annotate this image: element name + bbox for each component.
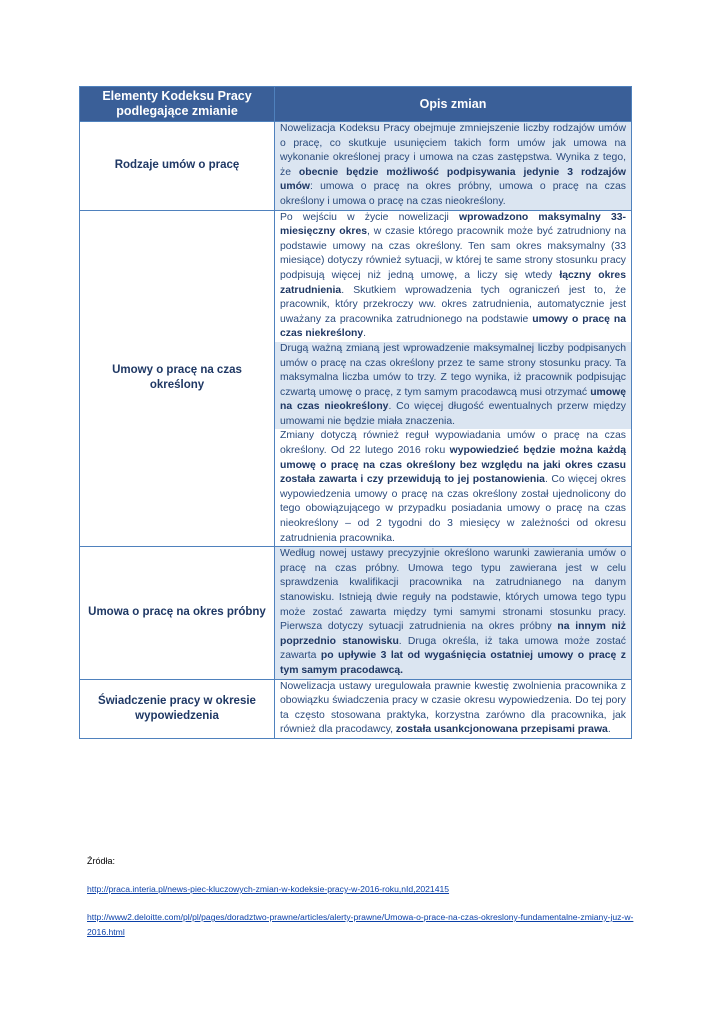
text-span: . Co więcej okres wypowiedzenia umowy o pracę na czas określony został ujednolicony do tego obowiązującego w przypadku posiadania umowy o pracę na czas nieokreślony – od 2 tygodni do 3 miesięcy w zależności od okresu zatrudnienia pracownika. <box>280 474 626 544</box>
bold-text: na innym niż poprzednio stanowisku <box>280 621 626 647</box>
text-span: , w czasie którego pracownik może być zatrudniony na podstawie umowy na czas określony. Ten sam okres maksymalny (33 miesiące) dotyczy również sytuacji, w której te same strony stosunku pracy podpisują więcej niż jedną umowę, a liczy się wtedy <box>280 226 626 281</box>
description-paragraph <box>275 547 631 678</box>
header-description: Opis zmian <box>275 87 632 122</box>
text-span: Drugą ważną zmianą jest wprowadzenie maksymalnej liczby podpisanych umów o pracę na czas określony przez te same strony stosunku pracy. Ta maksymalna liczba umów to trzy. Z tego wynika, iż pracownik podpisując czwartą umowę o pracę, z tym samym pracodawcą musi otrzymać <box>280 342 626 398</box>
text-span: . <box>363 328 367 340</box>
text-span: Nowelizacja Kodeksu Pracy obejmuje zmniejszenie liczby rodzajów umów o pracę, co skutkuje usunięciem takich form umów jak umowa na wykonanie określonej pracy i umowa na czas zastępstwa. Wynika z tego, że <box>280 123 626 178</box>
row-description <box>275 122 632 211</box>
bold-text: po upływie 3 lat od wygaśnięcia ostatniej umowy o pracę z tym samym pracodawcą. <box>280 650 626 676</box>
table-header-row <box>80 87 632 122</box>
row-label: Świadczenie pracy w okresie wypowiedzenia <box>80 679 275 738</box>
table-row <box>80 547 632 679</box>
source-link-2[interactable]: http://www2.deloitte.com/pl/pl/pages/doradztwo-prawne/articles/alerty-prawne/Umowa-o-prace-na-czas-okreslony-fundamentalne-zmiany-juz-w-2016.html <box>87 912 634 937</box>
description-paragraph <box>275 211 631 342</box>
bold-text: wprowadzono maksymalny 33-miesięczny okres <box>280 211 626 238</box>
sources-label: Źródła: <box>87 856 116 866</box>
text-span: . <box>607 724 611 736</box>
text-span: Nowelizacja ustawy uregulowała prawnie kwestię zwolnienia pracownika z obowiązku świadczenia pracy w czasie okresu wypowiedzenia. Do tej pory ta często stosowana praktyka, korzystna zarówno dla pracownika, jak również dla pracodawcy, <box>280 680 626 736</box>
table-row <box>80 679 632 738</box>
text-span: : umowa o pracę na okres próbny, umowa o pracę na czas określony i umowa o pracę na czas nieokreślony. <box>280 181 626 207</box>
table-body <box>80 122 632 739</box>
text-span: . Skutkiem wprowadzenia tych ograniczeń jest to, że pracownik, który przekroczy ww. okres zatrudnienia, automatycznie jest uważany za pracownika zatrudnionego na podstawie <box>280 284 626 325</box>
bold-text: wypowiedzieć będzie można każdą umowę o pracę na czas określony bez względu na jaki okres czasu została zawarta i czy przewidują to jej postanowienia <box>280 445 626 486</box>
text-span: . Druga określa, iż taka umowa może zostać zawarta <box>280 635 626 662</box>
text-span: . Co więcej długość ewentualnych przerw między umowami nie będzie miała znaczenia. <box>280 401 627 427</box>
row-description <box>275 210 632 547</box>
text-span: Zmiany dotyczą również reguł wypowiadania umów o pracę na czas określony. Od 22 lutego 2016 roku <box>280 430 626 457</box>
table-row <box>80 122 632 211</box>
source-link-1[interactable]: http://praca.interia.pl/news-piec-kluczowych-zmian-w-kodeksie-pracy-w-2016-roku,nId,2021415 <box>87 884 450 894</box>
bold-text: łączny okres zatrudnienia <box>280 269 626 296</box>
description-paragraph <box>275 122 631 210</box>
bold-text: umowy o pracę na czas niekreślony <box>280 313 626 340</box>
header-elements: Elementy Kodeksu Pracy podlegające zmianie <box>80 87 275 122</box>
row-description <box>275 547 632 679</box>
row-label: Umowa o pracę na okres próbny <box>80 547 275 679</box>
bold-text: umowę na czas nieokreślony <box>280 386 626 413</box>
bold-text: obecnie będzie możliwość podpisywania jedynie 3 rodzajów umów <box>280 166 626 193</box>
description-paragraph <box>275 680 631 738</box>
row-description <box>275 679 632 738</box>
row-label: Rodzaje umów o pracę <box>80 122 275 211</box>
row-label: Umowy o pracę na czas określony <box>80 210 275 547</box>
text-span: Według nowej ustawy precyzyjnie określono warunki zawierania umów o pracę na czas próbny. Umowa tego typu zawierana jest w celu sprawdzenia kwalifikacji pracownika na zatrudnianego na danym stanowisku. Istnieją dwie reguły na podstawie, których umowa tego typu może zostać zawarta między tymi samymi stronami stosunku pracy. Pierwsza dotyczy sytuacji zatrudnienia na okres próbny <box>280 548 626 633</box>
description-paragraph <box>275 342 631 430</box>
text-span: Po wejściu w życie nowelizacji <box>280 211 459 223</box>
changes-table <box>79 86 632 739</box>
bold-text: została usankcjonowana przepisami prawa <box>395 724 608 736</box>
table-row <box>80 210 632 547</box>
description-paragraph <box>275 429 631 546</box>
